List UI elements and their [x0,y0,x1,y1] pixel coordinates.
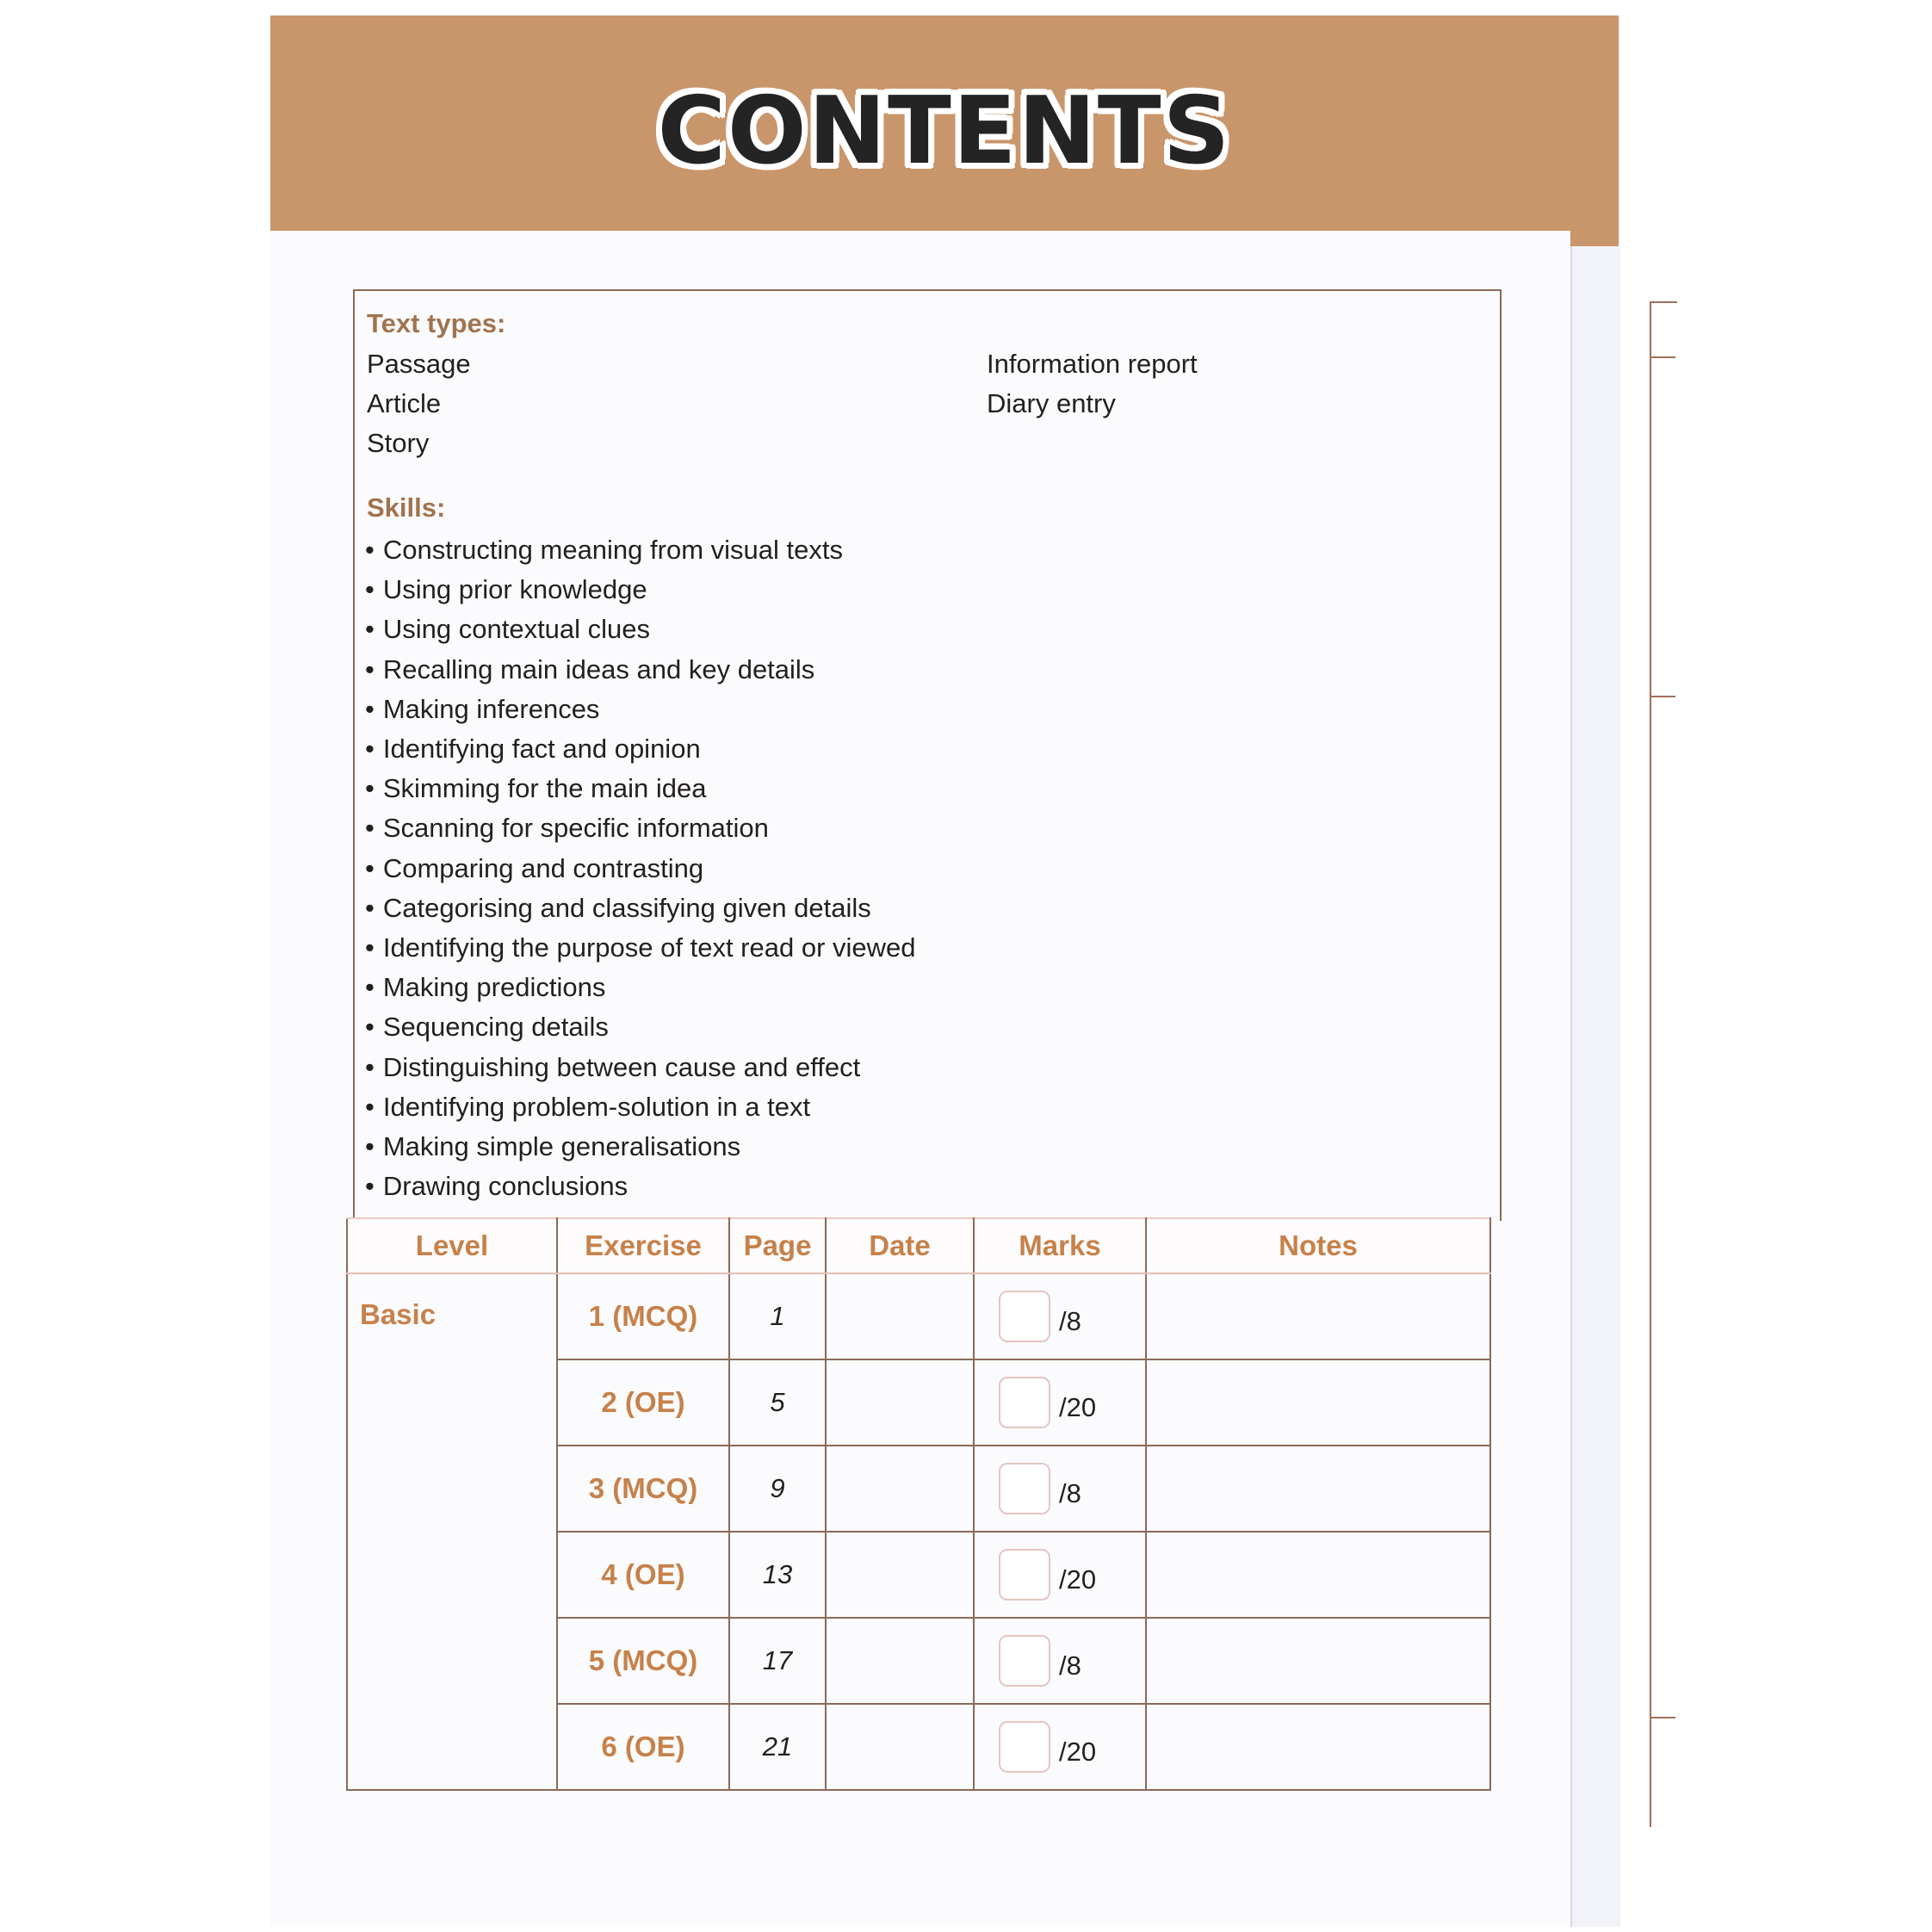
skill-item: • Categorising and classifying given details [365,889,916,928]
skill-item: • Identifying problem-solution in a text [365,1087,916,1127]
text-types-right [987,344,1198,424]
notes-cell[interactable] [1146,1359,1490,1446]
col-header-page: Page [729,1218,826,1273]
marks-cell [974,1618,1146,1704]
text-type-item: Article [367,388,442,418]
page-cell: 1 [729,1273,826,1359]
text-types-left [367,344,471,463]
date-cell[interactable] [826,1273,974,1359]
date-cell[interactable] [826,1446,974,1532]
marks-cell [974,1359,1146,1446]
next-page-rule [1650,356,1675,358]
score-box[interactable] [999,1291,1050,1342]
skill-item: • Identifying fact and opinion [365,729,916,769]
info-box [353,289,1502,1221]
text-types-heading: Text types: [367,308,506,338]
skill-item: • Constructing meaning from visual texts [365,530,916,570]
next-page-edge [1570,15,1620,1927]
skill-item: • Using contextual clues [365,610,916,649]
page-cell: 9 [729,1446,826,1532]
skill-item: • Making simple generalisations [365,1127,916,1167]
notes-cell[interactable] [1146,1704,1490,1790]
marks-cell [974,1532,1146,1618]
skill-item: • Scanning for specific information [365,808,916,848]
page-cell: 5 [729,1359,826,1446]
notes-cell[interactable] [1146,1532,1490,1618]
exercise-cell: 5 (MCQ) [557,1618,729,1704]
next-page-table-edge [1650,301,1677,1827]
next-page-rule [1650,1717,1675,1718]
skill-item: • Using prior knowledge [365,570,916,610]
exercise-cell: 2 (OE) [557,1359,729,1446]
marks-total: /8 [1059,1306,1081,1336]
skills-list [365,530,916,1206]
marks-cell [974,1273,1146,1359]
date-cell[interactable] [826,1359,974,1446]
text-type-item: Story [367,428,430,458]
skill-item: • Making inferences [365,690,916,729]
score-box[interactable] [999,1463,1050,1514]
skill-item: • Making predictions [365,968,916,1007]
page-title: CONTENTS [657,77,1232,185]
table-row [347,1273,1490,1359]
exercise-cell: 1 (MCQ) [557,1273,729,1359]
page-cell: 21 [729,1704,826,1790]
level-cell: Basic [347,1273,557,1790]
exercise-cell: 6 (OE) [557,1704,729,1790]
text-type-item: Information report [987,349,1198,379]
next-page-rule [1650,696,1675,697]
page-cell: 17 [729,1618,826,1704]
marks-total: /20 [1059,1392,1097,1422]
text-type-item: Passage [367,349,471,379]
marks-total: /20 [1059,1737,1097,1767]
skill-item: • Distinguishing between cause and effect [365,1048,916,1087]
score-box[interactable] [999,1549,1050,1601]
marks-total: /8 [1059,1478,1081,1508]
skill-item: • Recalling main ideas and key details [365,650,916,690]
next-page-banner [1570,15,1619,246]
score-box[interactable] [999,1377,1050,1428]
exercise-cell: 4 (OE) [557,1532,729,1618]
notes-cell[interactable] [1146,1618,1490,1704]
date-cell[interactable] [826,1618,974,1704]
date-cell[interactable] [826,1704,974,1790]
marks-cell [974,1704,1146,1790]
progress-table [346,1217,1491,1791]
col-header-level: Level [347,1218,557,1273]
notes-cell[interactable] [1146,1446,1490,1532]
exercise-cell: 3 (MCQ) [557,1446,729,1532]
skill-item: • Identifying the purpose of text read or viewed [365,928,916,968]
score-box[interactable] [999,1635,1050,1687]
date-cell[interactable] [826,1532,974,1618]
table-header-row [347,1218,1490,1273]
skills-heading: Skills: [367,492,446,523]
marks-cell [974,1446,1146,1532]
col-header-exercise: Exercise [557,1218,729,1273]
notes-cell[interactable] [1146,1273,1490,1359]
col-header-notes: Notes [1146,1218,1490,1273]
skill-item: • Sequencing details [365,1007,916,1047]
page-cell: 13 [729,1532,826,1618]
skill-item: • Skimming for the main idea [365,769,916,808]
marks-total: /20 [1059,1564,1097,1595]
score-box[interactable] [999,1721,1050,1773]
header-banner [270,15,1619,231]
col-header-date: Date [826,1218,974,1273]
marks-total: /8 [1059,1650,1081,1681]
skill-item: • Comparing and contrasting [365,849,916,889]
skill-item: • Drawing conclusions [365,1167,916,1206]
text-type-item: Diary entry [987,388,1116,418]
col-header-marks: Marks [974,1218,1146,1273]
